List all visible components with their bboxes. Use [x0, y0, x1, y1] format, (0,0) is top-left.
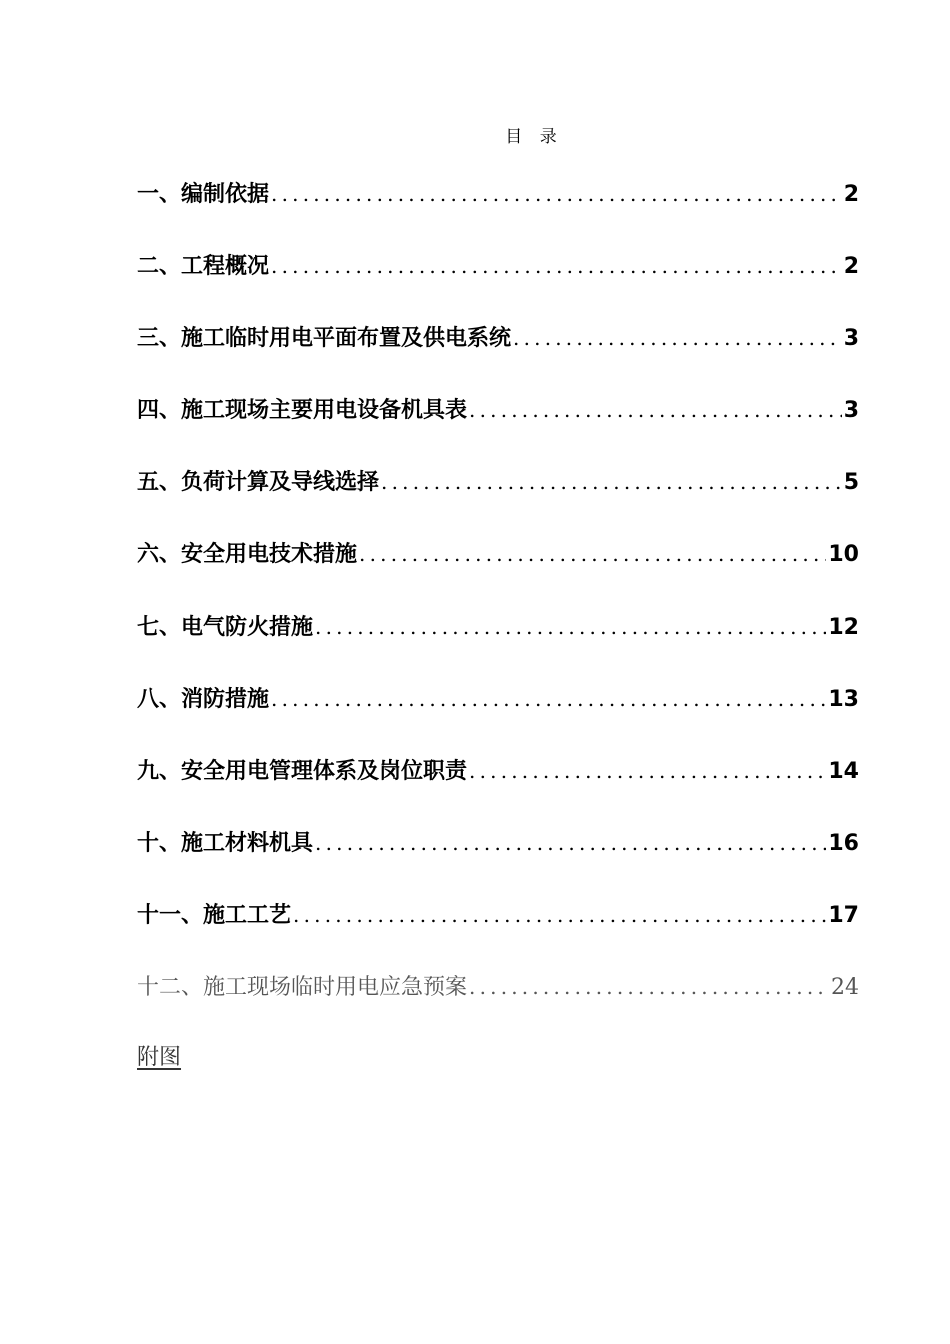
toc-dot-leader: [271, 677, 826, 721]
toc-entry-label: 八、消防措施: [137, 686, 270, 712]
toc-entry-5[interactable]: [137, 460, 859, 532]
toc-entry-page: 12: [828, 614, 859, 640]
toc-entry-label: 一、编制依据: [137, 182, 270, 207]
toc-entry-label: 四、施工现场主要用电设备机具表: [137, 398, 468, 424]
toc-entry-label: 五、负荷计算及导线选择: [137, 470, 380, 496]
toc-entry-page: 5: [843, 470, 859, 496]
toc-entry-label: 七、电气防火措施: [137, 614, 314, 640]
toc-entry-page: 14: [828, 758, 859, 784]
appendix-link[interactable]: 附图: [137, 1045, 182, 1070]
toc-entry-page: 2: [843, 254, 859, 280]
toc-entry-7[interactable]: [137, 605, 859, 677]
toc-entry-label: 十二、施工现场临时用电应急预案: [137, 975, 468, 1001]
toc-entry-9[interactable]: [137, 749, 859, 821]
toc-dot-leader: [469, 965, 829, 1009]
toc-entry-page: 2: [843, 182, 859, 207]
toc-entry-label: 十、施工材料机具: [137, 830, 314, 856]
toc-entry-1[interactable]: [137, 172, 859, 244]
toc-entry-3[interactable]: [137, 316, 859, 388]
toc-entry-page: 13: [828, 686, 859, 712]
toc-entry-4[interactable]: [137, 388, 859, 460]
toc-entry-page: 16: [828, 830, 859, 856]
toc-entry-label: 三、施工临时用电平面布置及供电系统: [137, 326, 512, 352]
toc-entry-10[interactable]: [137, 821, 859, 893]
toc-entry-label: 九、安全用电管理体系及岗位职责: [137, 758, 468, 784]
toc-dot-leader: [469, 749, 826, 793]
toc-entry-label: 十一、施工工艺: [137, 902, 292, 928]
toc-entry-page: 24: [831, 975, 859, 1001]
table-of-contents: [137, 172, 859, 1037]
toc-entry-page: 3: [843, 398, 859, 424]
toc-dot-leader: [271, 244, 842, 288]
toc-entry-8[interactable]: [137, 677, 859, 749]
toc-dot-leader: [381, 460, 842, 504]
toc-entry-page: 10: [828, 542, 859, 568]
toc-entry-page: 17: [828, 902, 859, 928]
toc-entry-label: 六、安全用电技术措施: [137, 542, 358, 568]
toc-entry-label: 二、工程概况: [137, 254, 270, 280]
toc-dot-leader: [513, 316, 842, 360]
toc-dot-leader: [359, 532, 826, 576]
toc-entry-12[interactable]: [137, 965, 859, 1037]
toc-dot-leader: [315, 821, 826, 865]
toc-entry-6[interactable]: [137, 532, 859, 604]
toc-dot-leader: [469, 388, 842, 432]
toc-entry-2[interactable]: [137, 244, 859, 316]
toc-entry-11[interactable]: [137, 893, 859, 965]
toc-entry-page: 3: [843, 326, 859, 352]
toc-dot-leader: [315, 605, 826, 649]
toc-dot-leader: [293, 893, 826, 937]
toc-title: 目 录: [505, 127, 563, 147]
toc-dot-leader: [271, 172, 842, 216]
